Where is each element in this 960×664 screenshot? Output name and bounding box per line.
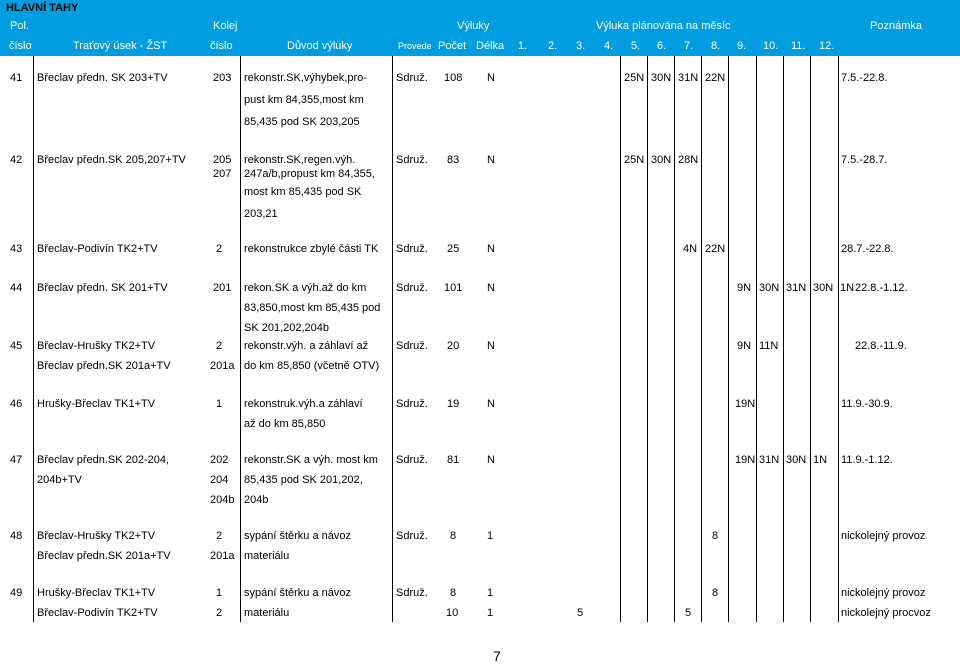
entry-month-value: 5 [685,607,692,619]
page-number: 7 [493,648,501,664]
entry-duvod: až do km 85,850 [244,418,326,430]
entry-number: 46 [10,398,23,410]
column-divider [783,56,784,622]
header-vyluka-planovana: Výluka plánována na měsíc [596,20,731,32]
entry-poznamka: 22.8.-11.9. [855,340,907,352]
entry-duvod: sypání štěrku a návoz [244,530,352,542]
entry-duvod: 247a/b,propust km 84,355, [244,168,375,180]
entry-month-value: 30N [651,154,672,166]
header-pocet: Počet [438,40,467,52]
entry-duvod: pust km 84,355,most km [244,94,364,106]
header-cislo-koleje: číslo [210,40,233,52]
entry-provede: Sdruž. [396,282,428,294]
column-divider [701,56,702,622]
entry-kolej: 204 [210,474,229,486]
entry-pocet: 20 [447,340,460,352]
header-month-4: 4. [604,40,614,52]
entry-pocet: 8 [450,587,457,599]
entry-poznamka: 11.9.-1.12. [841,454,893,466]
entry-month-value: 8 [712,587,719,599]
page-title: HLAVNÍ TAHY [6,2,79,14]
entry-duvod: rekonstr.SK a výh. most km [244,454,378,466]
entry-usek: Břeclav-Hrušky TK2+TV [37,340,156,352]
entry-month-value: 30N [759,282,780,294]
entry-month-value: 19N [735,398,756,410]
entry-month-value: 28N [678,154,699,166]
header-kolej: Kolej [213,20,238,32]
column-divider [728,56,729,622]
header-month-5: 5. [631,40,641,52]
entry-kolej: 201a [210,550,235,562]
column-divider [620,56,621,622]
header-duvod: Důvod výluky [287,40,353,52]
entry-usek: Břeclav předn.SK 202-204, [37,454,170,466]
entry-kolej: 207 [213,168,232,180]
column-divider [756,56,757,622]
entry-month-value: 31N [678,72,699,84]
entry-month-value: 22N [705,243,726,255]
header-month-11: 11. [791,40,806,52]
column-divider [33,56,34,622]
entry-number: 45 [10,340,23,352]
header-delka: Délka [476,40,505,52]
entry-poznamka: 22.8.-1.12. [855,282,908,294]
entry-delka: N [487,340,495,352]
entry-usek: Břeclav předn. SK 201+TV [37,282,168,294]
column-divider [838,56,839,622]
entry-provede: Sdruž. [396,530,428,542]
column-divider [647,56,648,622]
entry-month-value: 31N [786,282,807,294]
entry-provede: Sdruž. [396,454,428,466]
entry-delka: 1 [487,530,494,542]
entry-duvod: 83,850,most km 85,435 pod [244,302,381,314]
entry-number: 48 [10,530,23,542]
entry-usek: Břeclav předn.SK 201a+TV [37,360,171,372]
entry-provede: Sdruž. [396,398,428,410]
entry-kolej: 203 [213,72,232,84]
header-month-7: 7. [684,40,694,52]
entry-delka: N [487,154,495,166]
entry-delka: N [487,72,495,84]
entry-provede: Sdruž. [396,340,428,352]
entry-delka: N [487,454,495,466]
entry-delka: N [487,282,495,294]
entry-delka: 1 [487,587,494,599]
entry-month-value: 11N [759,340,779,352]
header-month-1: 1. [518,40,528,52]
entry-kolej: 204b [210,494,235,506]
header-month-2: 2. [548,40,558,52]
entry-usek: Břeclav-Podivín TK2+TV [37,607,158,619]
column-divider [240,56,241,622]
entry-month-value: 22N [705,72,726,84]
entry-pocet: 81 [447,454,460,466]
entry-number: 49 [10,587,23,599]
entry-duvod: sypání štěrku a návoz [244,587,352,599]
entry-kolej: 205 [213,154,232,166]
entry-pocet: 101 [444,282,463,294]
entry-month-value: 9N [737,282,752,294]
entry-month-value: 19N [735,454,756,466]
entry-poznamka: nickolejný procvoz [841,607,931,619]
column-divider [392,56,393,622]
header-month-8: 8. [711,40,721,52]
entry-duvod: 204b [244,494,269,506]
entry-duvod: rekonstruk.výh.a záhlaví [244,398,363,410]
entry-duvod: do km 85,850 (včetně OTV) [244,360,380,372]
header-month-10: 10. [763,40,779,52]
entry-kolej: 2 [216,607,223,619]
entry-month-value: 5 [577,607,584,619]
entry-pocet: 8 [450,530,457,542]
entry-usek: Hrušky-Břeclav TK1+TV [37,587,156,599]
entry-kolej: 1 [216,398,223,410]
entry-month-value: 31N [759,454,780,466]
entry-poznamka: 7.5.-28.7. [841,154,888,166]
entry-number: 43 [10,243,23,255]
header-month-9: 9. [737,40,747,52]
entry-kolej: 2 [216,243,223,255]
entry-number: 44 [10,282,23,294]
entry-usek: Hrušky-Břeclav TK1+TV [37,398,156,410]
entry-number: 47 [10,454,23,466]
entry-duvod: most km 85,435 pod SK [244,186,362,198]
entry-delka: N [487,243,495,255]
entry-duvod: 203,21 [244,208,278,220]
entry-duvod: rekonstr.výh. a záhlaví až [244,340,369,352]
entry-poznamka: 7.5.-22.8. [841,72,888,84]
entry-poznamka: 28.7.-22.8. [841,243,894,255]
entry-month-value: 9N [737,340,752,352]
entry-duvod: rekonstrukce zbylé části TK [244,243,379,255]
entry-month-value: 25N [624,72,645,84]
header-vyluky: Výluky [457,20,490,32]
entry-month-value: 30N [651,72,672,84]
entry-duvod: SK 201,202,204b [244,322,330,334]
header-month-6: 6. [657,40,667,52]
entry-usek: Břeclav-Hrušky TK2+TV [37,530,156,542]
entry-poznamka: nickolejný provoz [841,530,926,542]
entry-kolej: 201 [213,282,232,294]
entry-duvod: rekonstr.SK,regen.výh. [244,154,356,166]
entry-pocet: 83 [447,154,460,166]
column-divider [810,56,811,622]
entry-provede: Sdruž. [396,587,428,599]
entry-poznamka: nickolejný provoz [841,587,926,599]
header-cislo: číslo [9,40,32,52]
entry-delka: N [487,398,495,410]
header-month-12: 12. [819,40,835,52]
entry-usek: Břeclav předn. SK 203+TV [37,72,168,84]
header-poznamka: Poznámka [870,20,922,32]
entry-usek: Břeclav-Podivín TK2+TV [37,243,158,255]
entry-kolej: 1 [216,587,223,599]
entry-usek: 204b+TV [37,474,82,486]
entry-pocet: 108 [444,72,463,84]
entry-kolej: 2 [216,340,223,352]
entry-duvod: 85,435 pod SK 203,205 [244,116,360,128]
entry-duvod: materiálu [244,550,290,562]
column-divider [674,56,675,622]
entry-usek: Břeclav předn.SK 205,207+TV [37,154,186,166]
entry-pocet: 10 [446,607,459,619]
header-pol: Pol. [10,20,29,32]
entry-duvod: rekon.SK a výh.až do km [244,282,367,294]
entry-duvod: materiálu [244,607,290,619]
table-header [0,0,960,56]
entry-kolej: 202 [210,454,229,466]
entry-provede: Sdruž. [396,72,428,84]
entry-kolej: 2 [216,530,223,542]
entry-duvod: 85,435 pod SK 201,202, [244,474,363,486]
entry-delka: 1 [487,607,494,619]
entry-pocet: 19 [447,398,460,410]
entry-poznamka: 11.9.-30.9. [841,398,893,410]
entry-month-value: 30N [786,454,807,466]
header-tratovy-usek: Traťový úsek - ŽST [73,40,168,52]
header-month-3: 3. [576,40,586,52]
entry-provede: Sdruž. [396,243,428,255]
entry-month-value: 4N [683,243,698,255]
entry-month-value: 1N [813,454,828,466]
entry-kolej: 201a [210,360,235,372]
entry-month-value: 1N [840,282,855,294]
entry-number: 41 [10,72,23,84]
entry-duvod: rekonstr.SK,výhybek,pro- [244,72,367,84]
header-provede: Provede [398,41,432,51]
entry-number: 42 [10,154,23,166]
entry-month-value: 30N [813,282,834,294]
entry-month-value: 8 [712,530,719,542]
entry-provede: Sdruž. [396,154,428,166]
entry-usek: Břeclav předn.SK 201a+TV [37,550,171,562]
entry-pocet: 25 [447,243,460,255]
entry-month-value: 25N [624,154,645,166]
